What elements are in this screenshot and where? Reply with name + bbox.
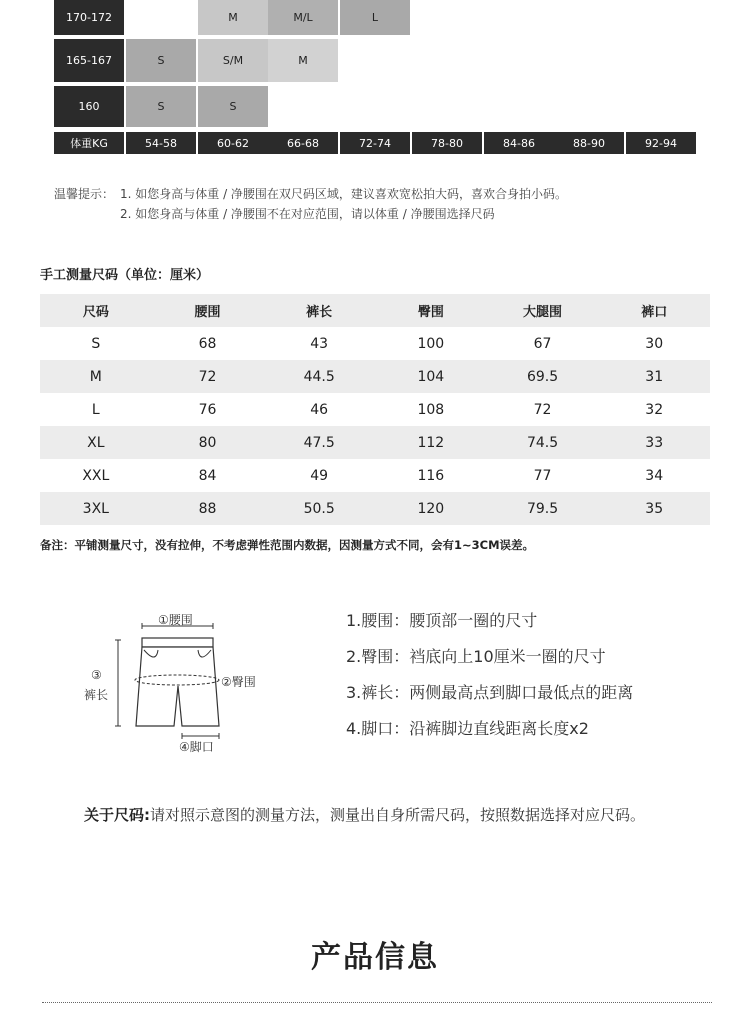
legend-item: 1.腰围：腰顶部一圈的尺寸 (346, 611, 538, 630)
weight-range: 92-94 (626, 132, 696, 154)
measure-table (40, 294, 710, 525)
table-cell: 116 (417, 467, 445, 484)
table-cell: XXL (82, 467, 110, 484)
table-cell: 50.5 (303, 500, 335, 517)
table-cell: 32 (645, 401, 664, 418)
table-cell: 44.5 (303, 368, 335, 385)
weight-range: 78-80 (412, 132, 482, 154)
hip-label: ②臀围 (221, 675, 256, 689)
length-number: ③ (91, 668, 102, 682)
height-label: 160 (54, 86, 124, 127)
size-cell: M (198, 0, 268, 35)
table-cell: M (89, 368, 102, 385)
weight-range: 72-74 (340, 132, 410, 154)
table-cell: 79.5 (526, 500, 559, 517)
height-label: 165-167 (54, 39, 124, 82)
weight-range: 84-86 (484, 132, 554, 154)
tips-line-2: 2. 如您身高与体重 / 净腰围不在对应范围，请以体重 / 净腰围选择尺码 (120, 207, 495, 221)
size-cell: L (340, 0, 410, 35)
table-header: 腰围 (194, 305, 221, 320)
product-info-title: 产品信息 (311, 940, 439, 975)
table-cell: 49 (310, 467, 329, 484)
table-cell: 72 (198, 368, 217, 385)
legend-item: 4.脚口：沿裤脚边直线距离长度x2 (346, 719, 589, 738)
legend-item: 2.臀围：裆底向上10厘米一圈的尺寸 (346, 647, 606, 666)
table-cell: 104 (417, 368, 445, 385)
height-label: 170-172 (54, 0, 124, 35)
hem-label: ④脚口 (179, 740, 214, 754)
table-cell: 47.5 (303, 434, 335, 451)
table-cell: 88 (198, 500, 217, 517)
table-cell: 80 (198, 434, 217, 451)
size-cell: S/M (198, 39, 268, 82)
table-cell: 43 (310, 335, 329, 352)
size-cell: S (126, 86, 196, 127)
table-cell: 112 (417, 434, 445, 451)
table-cell: 120 (417, 500, 445, 517)
about-label: 关于尺码: (84, 806, 150, 824)
table-cell: 35 (645, 500, 664, 517)
table-cell: 84 (198, 467, 217, 484)
measure-table-title: 手工测量尺码（单位：厘米） (40, 268, 210, 283)
legend-item: 3.裤长：两侧最高点到脚口最低点的距离 (346, 683, 634, 702)
table-cell: 100 (417, 335, 445, 352)
weight-axis-label: 体重KG (54, 132, 124, 154)
weight-range: 54-58 (126, 132, 196, 154)
table-cell: 3XL (82, 500, 109, 517)
length-label: 裤长 (84, 688, 109, 702)
size-grid (54, 0, 696, 156)
table-cell: 76 (198, 401, 217, 418)
tips-label: 温馨提示： (54, 187, 115, 201)
table-cell: 108 (417, 401, 445, 418)
size-cell: S (198, 86, 268, 127)
size-cell: M (268, 39, 338, 82)
table-cell: L (91, 401, 100, 418)
size-cell: S (126, 39, 196, 82)
table-row (40, 492, 710, 525)
shorts-diagram (80, 608, 280, 758)
table-cell: 77 (533, 467, 552, 484)
weight-range: 60-62 (198, 132, 268, 154)
table-cell: 68 (198, 335, 217, 352)
table-cell: 74.5 (526, 434, 559, 451)
table-cell: 30 (645, 335, 664, 352)
table-row (40, 360, 710, 393)
table-cell: 67 (533, 335, 552, 352)
weight-range: 88-90 (554, 132, 624, 154)
table-header: 大腿围 (523, 305, 563, 320)
waist-label: ①腰围 (158, 613, 193, 627)
table-row (40, 459, 710, 492)
table-cell: 72 (533, 401, 552, 418)
table-cell: S (91, 335, 101, 352)
table-row (40, 426, 710, 459)
table-row (40, 393, 710, 426)
table-header: 裤长 (306, 305, 333, 320)
table-cell: 34 (645, 467, 664, 484)
size-cell: M/L (268, 0, 338, 35)
about-size (84, 800, 674, 830)
table-cell: XL (87, 434, 105, 451)
size-tips (54, 184, 567, 224)
weight-range: 66-68 (268, 132, 338, 154)
measure-legend (346, 606, 633, 750)
table-row (40, 327, 710, 360)
table-header-row (40, 294, 710, 327)
table-cell: 31 (645, 368, 664, 385)
table-header: 臀围 (417, 305, 444, 320)
table-cell: 33 (645, 434, 664, 451)
table-cell: 46 (310, 401, 329, 418)
table-header: 裤口 (641, 305, 668, 320)
about-text: 请对照示意图的测量方法，测量出自身所需尺码，按照数据选择对应尺码。 (150, 806, 646, 824)
table-header: 尺码 (82, 305, 109, 320)
measure-note: 备注：平铺测量尺寸，没有拉伸，不考虑弹性范围内数据，因测量方式不同，会有1~3CM误差。 (40, 538, 535, 552)
tips-line-1: 1. 如您身高与体重 / 净腰围在双尺码区域，建议喜欢宽松拍大码，喜欢合身拍小码。 (120, 187, 567, 201)
table-cell: 69.5 (526, 368, 559, 385)
divider (42, 1002, 712, 1003)
